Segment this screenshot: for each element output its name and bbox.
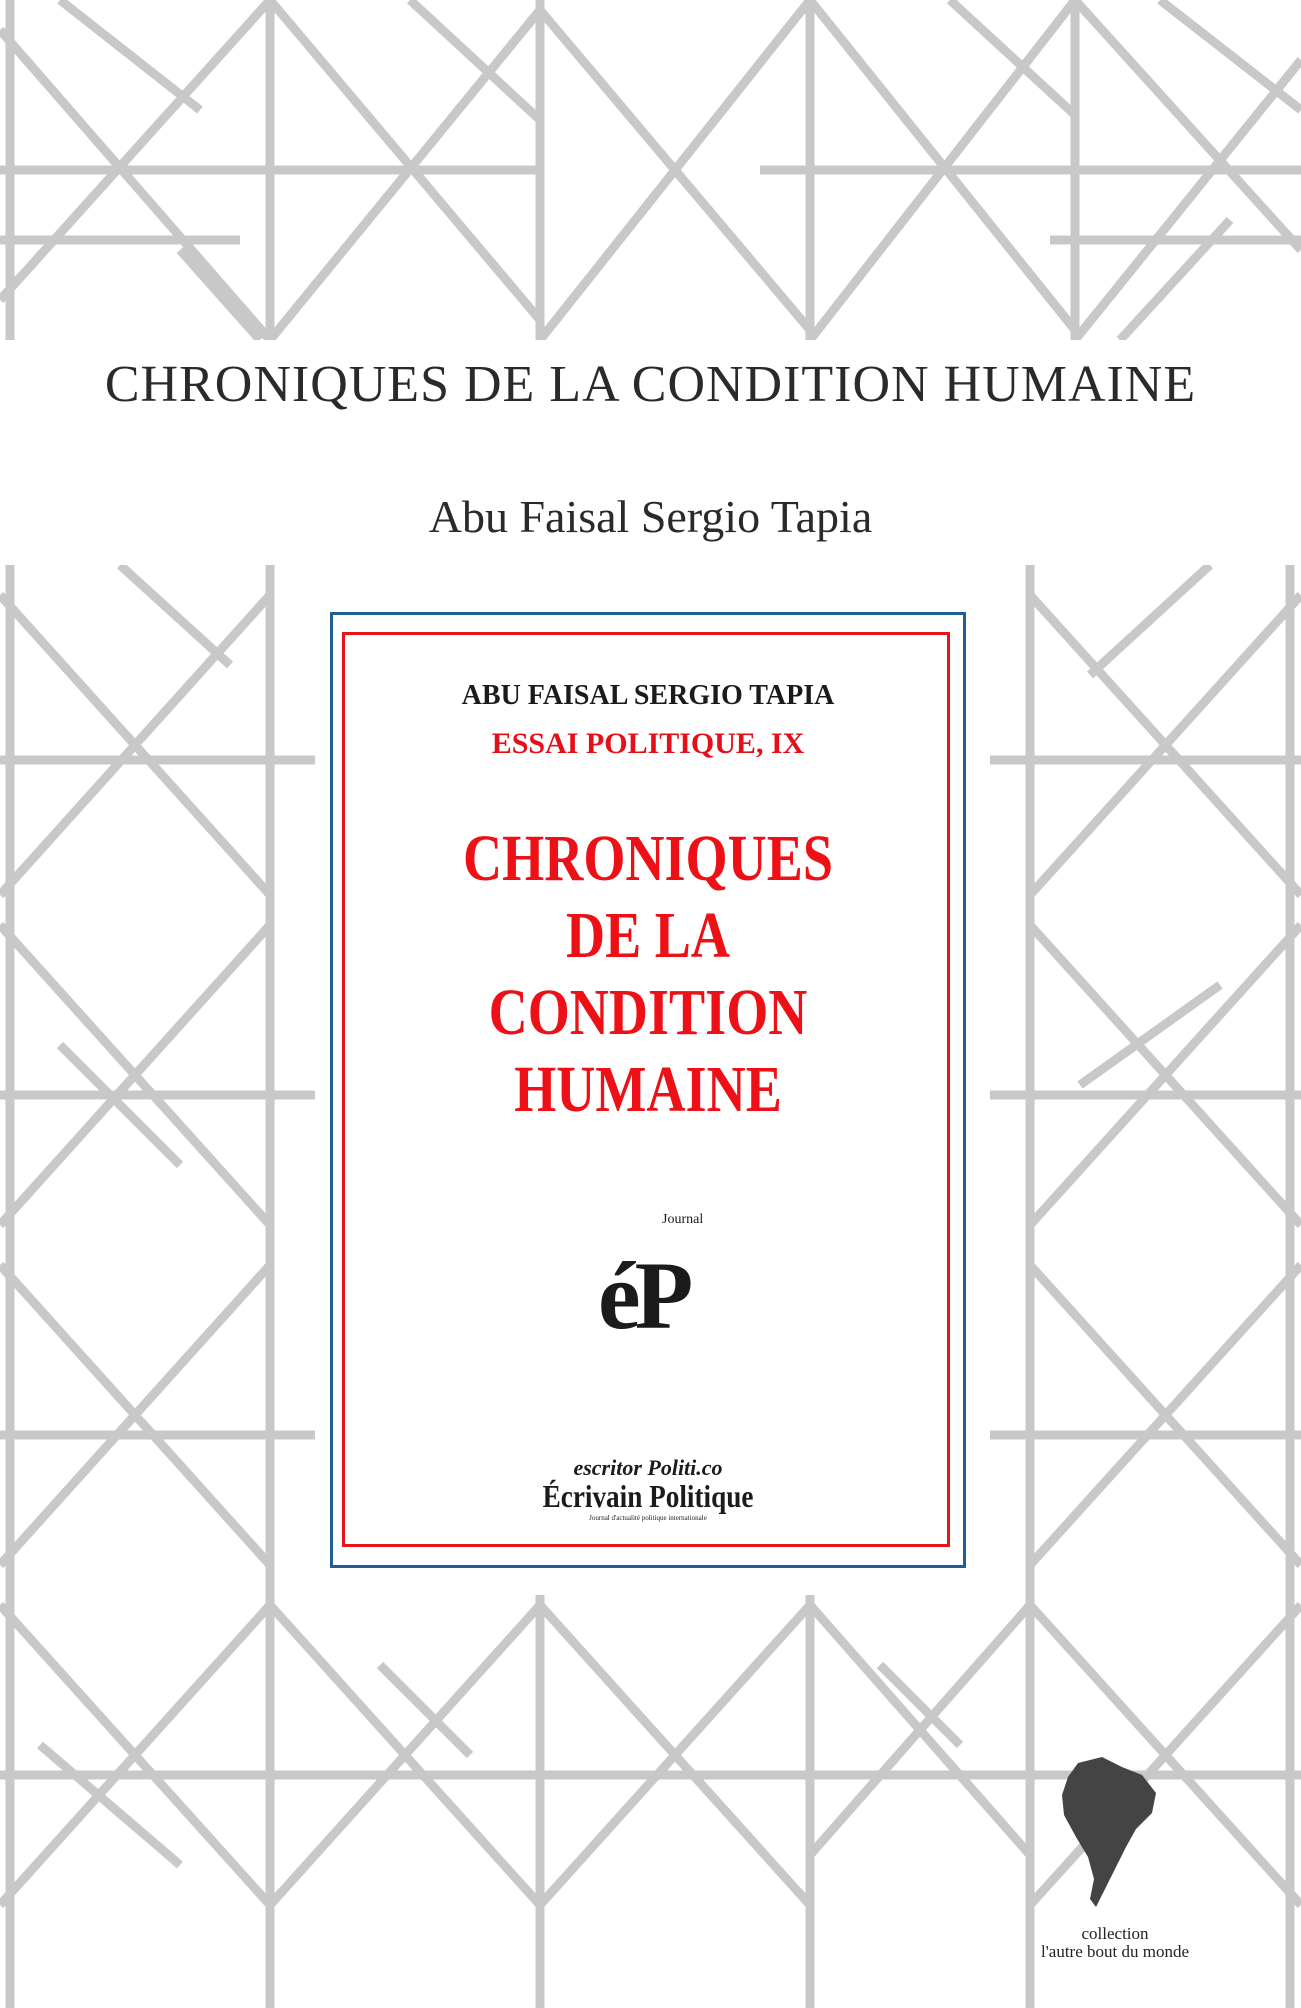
geometric-pattern-top — [0, 0, 1301, 340]
inset-title-line: CONDITION — [488, 976, 808, 1049]
inset-title-line: DE LA — [566, 899, 730, 972]
inset-author: ABU FAISAL SERGIO TAPIA — [461, 680, 835, 711]
inset-series: ESSAI POLITIQUE, IX — [491, 727, 805, 760]
brand-subtitle: escritor Politi.co — [573, 1455, 723, 1480]
ep-logo: éP — [598, 1242, 688, 1349]
brand-tagline: Journal d'actualité politique internationale — [589, 1514, 707, 1522]
inset-title — [387, 820, 909, 1128]
south-america-map-icon — [1060, 1755, 1160, 1920]
inset-title-line: CHRONIQUES — [463, 822, 833, 895]
brand-title: Écrivain Politique — [542, 1478, 754, 1514]
cover-title: CHRONIQUES DE LA CONDITION HUMAINE — [104, 356, 1197, 413]
collection-label — [1010, 1925, 1220, 1961]
collection-line: collection — [1081, 1924, 1149, 1943]
cover-author: Abu Faisal Sergio Tapia — [428, 491, 873, 542]
collection-name: l'autre bout du monde — [1040, 1942, 1189, 1961]
inset-title-line: HUMAINE — [514, 1053, 782, 1126]
logo-journal-label: Journal — [662, 1212, 704, 1227]
